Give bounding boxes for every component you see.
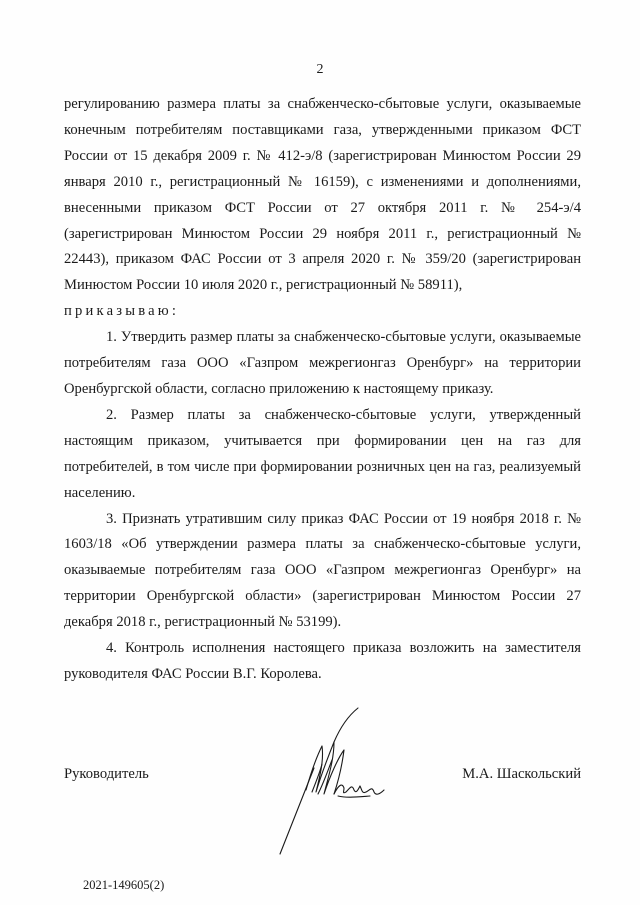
paragraph-item-4: 4. Контроль исполнения настоящего приказа возложить на заместителя руководителя ФАС России В.Г. Королева. bbox=[64, 640, 581, 682]
page-number: 2 bbox=[316, 62, 324, 77]
order-word: приказываю: bbox=[64, 303, 180, 320]
signatory-title: Руководитель bbox=[64, 766, 149, 782]
signatory-name: М.А. Шаскольский bbox=[462, 766, 581, 782]
handwritten-signature-icon bbox=[276, 706, 386, 858]
document-body bbox=[64, 92, 581, 688]
document-number: 2021-149605(2) bbox=[83, 878, 165, 892]
paragraph-item-2: 2. Размер платы за снабженческо-сбытовые услуги, утвержденный настоящим приказом, учитывается при формировании цен на газ для потребителей, в том числе при формировании розничных цен на газ, реализуемый населению. bbox=[64, 406, 581, 501]
paragraph-preamble: регулированию размера платы за снабженческо-сбытовые услуги, оказываемые конечным потребителям поставщиками газа, утвержденными приказом ФСТ России от 15 декабря 2009 г. № 412-э/8 (зарегистрирован Минюстом России 29 января 2010 г., регистрационный № 16159), с изменениями и дополнениями, внесенными приказом ФСТ России от 27 октября 2011 г. № 254-э/4 (зарегистрирован Минюстом России 29 ноября 2011 г., регистрационный № 22443), приказом ФАС России от 3 апреля 2020 г. № 359/20 (зарегистрирован Минюстом России 10 июля 2020 г., регистрационный № 58911), bbox=[64, 96, 581, 294]
paragraph-item-3: 3. Признать утратившим силу приказ ФАС России от 19 ноября 2018 г. № 1603/18 «Об утверждении размера платы за снабженческо-сбытовые услуги, оказываемые потребителям газа ООО «Газпром межрегионгаз Оренбург» на территории Оренбургской области» (зарегистрирован Минюстом России 27 декабря 2018 г., регистрационный № 53199). bbox=[64, 510, 581, 631]
paragraph-item-1: 1. Утвердить размер платы за снабженческо-сбытовые услуги, оказываемые потребителям газа ООО «Газпром межрегионгаз Оренбург» на территории Оренбургской области, согласно приложению к настоящему приказу. bbox=[64, 329, 581, 397]
